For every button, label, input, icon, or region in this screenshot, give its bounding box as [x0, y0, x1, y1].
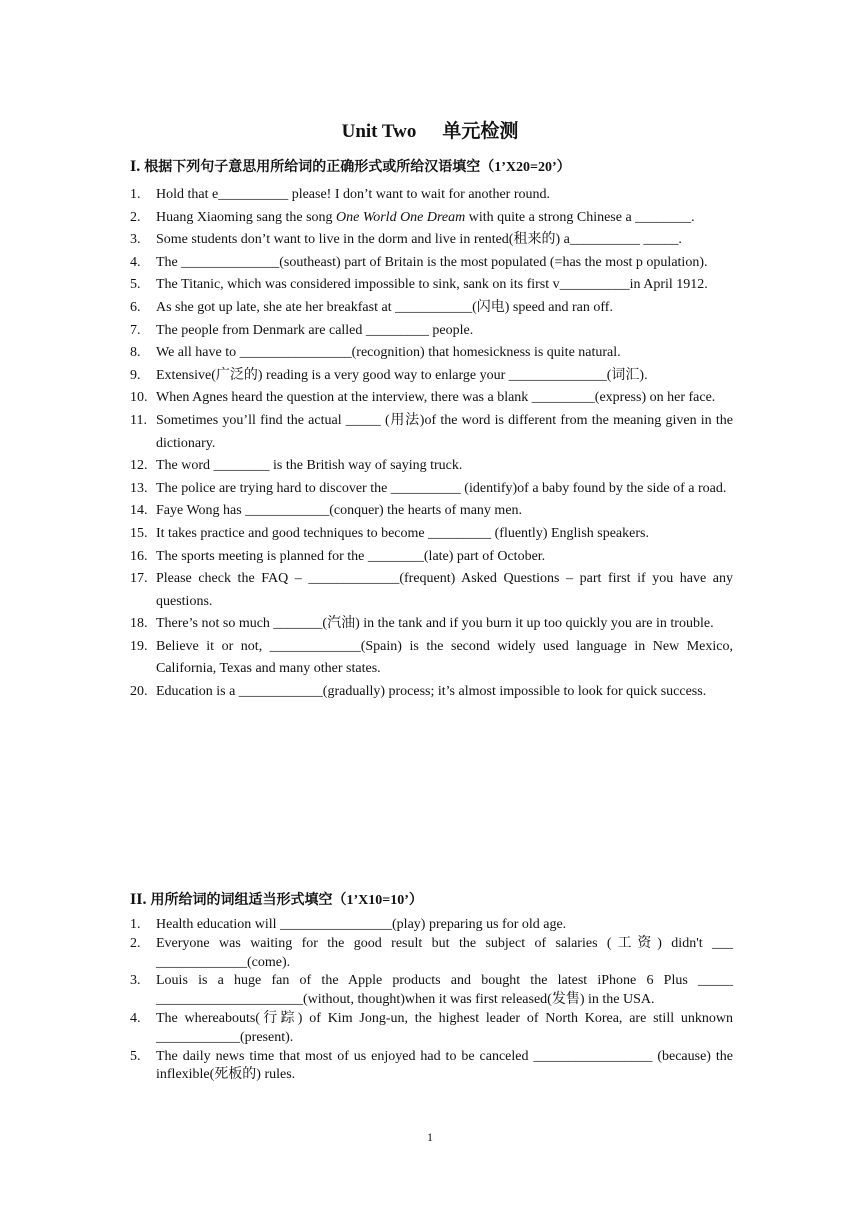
question-text: It takes practice and good techniques to become _________ (fluently) English speakers. [156, 525, 649, 541]
question-number: 5. [130, 277, 141, 293]
question-item [130, 365, 733, 388]
question-text: Education is a ____________(gradually) process; it’s almost impossible to look for quick success. [156, 684, 707, 700]
question-text: Health education will ________________(play) preparing us for old age. [156, 917, 567, 932]
question-text: When Agnes heard the question at the interview, there was a blank _________(express) on her face. [156, 390, 716, 406]
question-item [130, 523, 733, 546]
question-number: 16. [130, 548, 148, 564]
question-item [130, 972, 733, 1010]
question-text: Faye Wong has ____________(conquer) the hearts of many men. [156, 503, 523, 519]
question-item [130, 636, 733, 681]
section-1-heading-text: 根据下列句子意思用所给词的正确形式或所给汉语填空（1’X20=20’） [144, 160, 571, 175]
question-number: 15. [130, 525, 148, 541]
question-item [130, 546, 733, 569]
question-text: Please check the FAQ – _____________(frequent) Asked Questions – part first if you have any questions. [156, 571, 733, 609]
section-1-heading [130, 156, 740, 176]
question-text: The Titanic, which was considered impossible to sink, sank on its first v__________in April 1912. [156, 277, 708, 293]
question-item [130, 274, 733, 297]
question-item [130, 478, 733, 501]
section-2-heading-text: 用所给词的词组适当形式填空（1’X10=10’） [150, 893, 423, 908]
question-number: 20. [130, 684, 148, 700]
question-text: Sometimes you’ll find the actual _____ (用法)of the word is different from the meaning given in the dictionary. [156, 412, 733, 451]
question-item [130, 681, 733, 704]
question-number: 7. [130, 322, 141, 338]
question-text: The ______________(southeast) part of Britain is the most populated (=has the most p opulation). [156, 254, 708, 270]
question-text: Believe it or not, _____________(Spain) is the second widely used language in New Mexico, California, Texas and many other states. [156, 638, 733, 677]
question-number: 8. [130, 345, 141, 361]
question-text: Some students don’t want to live in the dorm and live in rented(租来的) a__________ _____. [156, 232, 682, 248]
question-text: The whereabouts(行踪) of Kim Jong-un, the highest leader of North Korea, are still unknown ____________(present). [156, 1010, 733, 1045]
question-number: 2. [130, 209, 141, 225]
question-text: Everyone was waiting for the good result but the subject of salaries (工资) didn't ___ _____________(come). [156, 935, 733, 970]
section-2-number: II. [130, 891, 147, 908]
section-2-question-list [130, 916, 733, 1085]
question-item [130, 320, 733, 343]
question-text: Louis is a huge fan of the Apple products and bought the latest iPhone 6 Plus _____ _____________________(without, thought)when it was first released(发售) in the USA. [156, 973, 733, 1008]
question-item [130, 207, 733, 230]
question-text: The word ________ is the British way of saying truck. [156, 458, 463, 474]
question-number: 1. [130, 187, 141, 202]
question-text: Hold that e__________ please! I don’t want to wait for another round. [156, 187, 550, 202]
question-item [130, 342, 733, 365]
question-number: 12. [130, 458, 148, 474]
question-item [130, 297, 733, 320]
question-text: The daily news time that most of us enjoyed had to be canceled _________________ (because) the inflexible(死板的) rules. [156, 1048, 733, 1083]
section-2-heading [130, 889, 740, 909]
question-item [130, 1010, 733, 1048]
question-text: We all have to ________________(recognition) that homesickness is quite natural. [156, 345, 621, 361]
question-number: 10. [130, 390, 148, 406]
question-text: The sports meeting is planned for the ________(late) part of October. [156, 548, 546, 564]
question-number: 14. [130, 503, 148, 519]
question-item [130, 935, 733, 973]
question-item [130, 1048, 733, 1086]
question-text: As she got up late, she ate her breakfast at ___________(闪电) speed and ran off. [156, 299, 613, 315]
question-number: 11. [130, 412, 147, 428]
question-number: 17. [130, 571, 148, 587]
question-number: 4. [130, 254, 141, 270]
question-text: The police are trying hard to discover the __________ (identify)of a baby found by the side of a road. [156, 480, 727, 496]
question-text: Extensive(广泛的) reading is a very good way to enlarge your ______________(词汇). [156, 367, 648, 383]
question-item [130, 410, 733, 455]
song-title: One World One Dream [336, 209, 466, 225]
question-number: 2. [130, 935, 141, 951]
question-item [130, 613, 733, 636]
question-number: 6. [130, 299, 141, 315]
question-number: 3. [130, 973, 141, 989]
question-number: 13. [130, 480, 148, 496]
question-item [130, 500, 733, 523]
question-item [130, 229, 733, 252]
question-item [130, 568, 733, 613]
page-title [0, 116, 860, 143]
section-1-number: I. [130, 158, 141, 175]
question-number: 4. [130, 1010, 141, 1026]
question-text: There’s not so much _______(汽油) in the tank and if you burn it up too quickly you are in trouble. [156, 616, 714, 632]
question-number: 19. [130, 638, 148, 654]
question-item [130, 184, 733, 207]
question-number: 1. [130, 917, 141, 932]
question-item [130, 916, 733, 935]
title-main: Unit Two [341, 121, 417, 142]
question-item [130, 387, 733, 410]
question-text: Huang Xiaoming sang the song [156, 209, 337, 225]
section-1-question-list [130, 184, 733, 704]
question-item [130, 455, 733, 478]
question-number: 5. [130, 1048, 141, 1064]
question-number: 9. [130, 367, 141, 383]
question-text: with quite a strong Chinese a ________. [465, 209, 695, 225]
question-number: 18. [130, 616, 148, 632]
question-text: The people from Denmark are called _________ people. [156, 322, 474, 338]
question-number: 3. [130, 232, 141, 248]
page-number: 1 [427, 1130, 433, 1144]
question-item [130, 252, 733, 275]
title-sub: 单元检测 [442, 121, 519, 142]
